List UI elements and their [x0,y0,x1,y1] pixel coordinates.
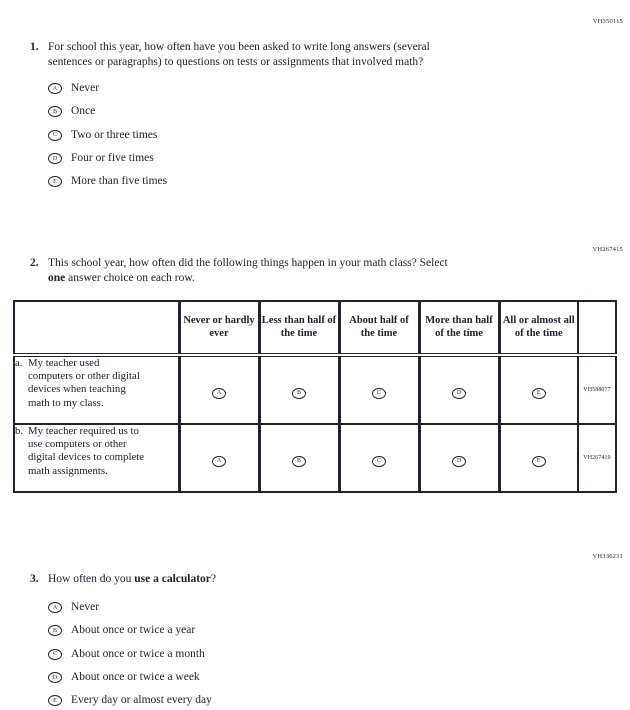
question-2-number: 2. [30,257,39,269]
table-header-col2: Less than half of the time [259,301,339,355]
row-a-text: My teacher used computers or other digital devices when teaching math to my class. [28,357,140,409]
row-a-radio-e[interactable] [532,388,546,399]
row-b-item-code: VH267419 [578,424,616,492]
q1-radio-b[interactable] [48,106,62,117]
q1-radio-d[interactable] [48,153,62,164]
item-code-q3: VH336231 [592,553,623,560]
q3-radio-a[interactable] [48,602,62,613]
bubble-letter: E [53,178,57,185]
q3-option-c[interactable] [48,643,578,666]
question-3-options [48,596,578,710]
question-3-bold-phrase: use a calculator [134,573,211,585]
bubble-letter: C [376,458,381,464]
q3-option-b[interactable] [48,619,578,642]
item-code-q2: VH267415 [592,246,623,253]
q3-option-b-label: About once or twice a year [71,624,196,637]
q3-radio-d[interactable] [48,672,62,683]
bubble-letter: A [216,390,222,396]
row-a-item-code: VH588077 [578,355,616,424]
row-a-label-cell [14,355,179,424]
q3-radio-b[interactable] [48,625,62,636]
row-b-text: My teacher required us to use computers or other digital devices to complete math assignments. [28,425,145,477]
question-3 [30,572,578,710]
row-a-radio-d[interactable] [452,388,466,399]
q1-option-b-label: Once [71,105,96,118]
row-a-radio-c[interactable] [372,388,386,399]
table-row-b [14,424,616,492]
bubble-letter: C [52,132,57,139]
q3-option-e-label: Every day or almost every day [71,694,212,707]
q3-option-a[interactable] [48,596,578,619]
q3-option-a-label: Never [71,601,100,614]
q1-option-c[interactable] [48,124,578,147]
question-3-body [48,572,578,710]
q1-option-e-label: More than five times [71,175,168,188]
row-a-letter: a. [15,357,23,369]
question-2-matrix-table [13,300,617,493]
table-header-col4: More than half of the time [419,301,499,355]
q1-radio-c[interactable] [48,130,62,141]
q3-option-d-label: About once or twice a week [71,671,200,684]
table-row-a [14,355,616,424]
bubble-letter: A [216,458,222,464]
question-1-body [48,40,578,193]
row-b-cell-4 [419,424,499,492]
row-a-cell-4 [419,355,499,424]
bubble-letter: C [52,651,57,658]
row-b-radio-b[interactable] [292,456,306,467]
row-b-cell-3 [339,424,419,492]
question-3-number: 3. [30,573,39,585]
row-b-letter: b. [15,425,24,437]
row-b-radio-c[interactable] [372,456,386,467]
bubble-letter: B [52,627,57,634]
question-2-text-line1: This school year, how often did the following things happen in your math class? Select [48,257,448,269]
row-b-cell-5 [499,424,578,492]
row-a-cell-2 [259,355,339,424]
row-a-cell-3 [339,355,419,424]
q1-option-d[interactable] [48,147,578,170]
q1-option-b[interactable] [48,100,578,123]
bubble-letter: D [52,155,58,162]
question-2-text-line2-rest: answer choice on each row. [65,272,195,284]
row-a-radio-b[interactable] [292,388,306,399]
question-2-text-line2 [48,271,578,286]
question-3-text-pre: How often do you [48,573,135,585]
q1-radio-e[interactable] [48,176,62,187]
row-b-cell-1 [179,424,259,492]
row-a-radio-a[interactable] [212,388,226,399]
table-header-code-col [578,301,616,355]
table-header-col3: About half of the time [339,301,419,355]
question-1-number: 1. [30,41,39,53]
table-header-row [14,301,616,355]
q3-radio-c[interactable] [48,649,62,660]
row-b-label-cell [14,424,179,492]
q1-option-c-label: Two or three times [71,128,158,141]
q1-option-e[interactable] [48,170,578,193]
table-header-col5: All or almost all of the time [499,301,578,355]
bubble-letter: D [52,674,58,681]
row-b-radio-e[interactable] [532,456,546,467]
table-header-col1: Never or hardly ever [179,301,259,355]
row-a-cell-5 [499,355,578,424]
question-2-bold-word: one [48,272,66,284]
q1-option-a[interactable] [48,77,578,100]
bubble-letter: C [376,390,381,396]
bubble-letter: B [296,458,301,464]
question-2-body [48,256,578,286]
question-1-text-line1: For school this year, how often have you been asked to write long answers (several [48,41,430,53]
question-3-text-post: ? [210,573,217,585]
bubble-letter: E [536,390,541,396]
bubble-letter: B [52,108,57,115]
bubble-letter: A [52,85,58,92]
question-1 [30,40,578,193]
row-b-radio-a[interactable] [212,456,226,467]
bubble-letter: E [536,458,541,464]
table-header-empty [14,301,179,355]
q3-option-e[interactable] [48,689,578,710]
q3-option-c-label: About once or twice a month [71,647,205,660]
bubble-letter: E [53,697,57,704]
bubble-letter: B [296,390,301,396]
question-1-options [48,77,578,193]
bubble-letter: A [52,604,58,611]
row-b-cell-2 [259,424,339,492]
row-b-radio-d[interactable] [452,456,466,467]
q1-radio-a[interactable] [48,83,62,94]
q3-radio-e[interactable] [48,695,62,706]
q1-option-d-label: Four or five times [71,152,154,165]
bubble-letter: D [456,458,462,464]
question-2 [30,256,578,286]
bubble-letter: D [456,390,462,396]
row-a-cell-1 [179,355,259,424]
item-code-q1: VH350115 [592,18,623,25]
question-3-text [48,572,578,587]
question-1-text-line2: sentences or paragraphs) to questions on tests or assignments that involved math? [48,56,424,68]
q1-option-a-label: Never [71,82,100,95]
q3-option-d[interactable] [48,666,578,689]
